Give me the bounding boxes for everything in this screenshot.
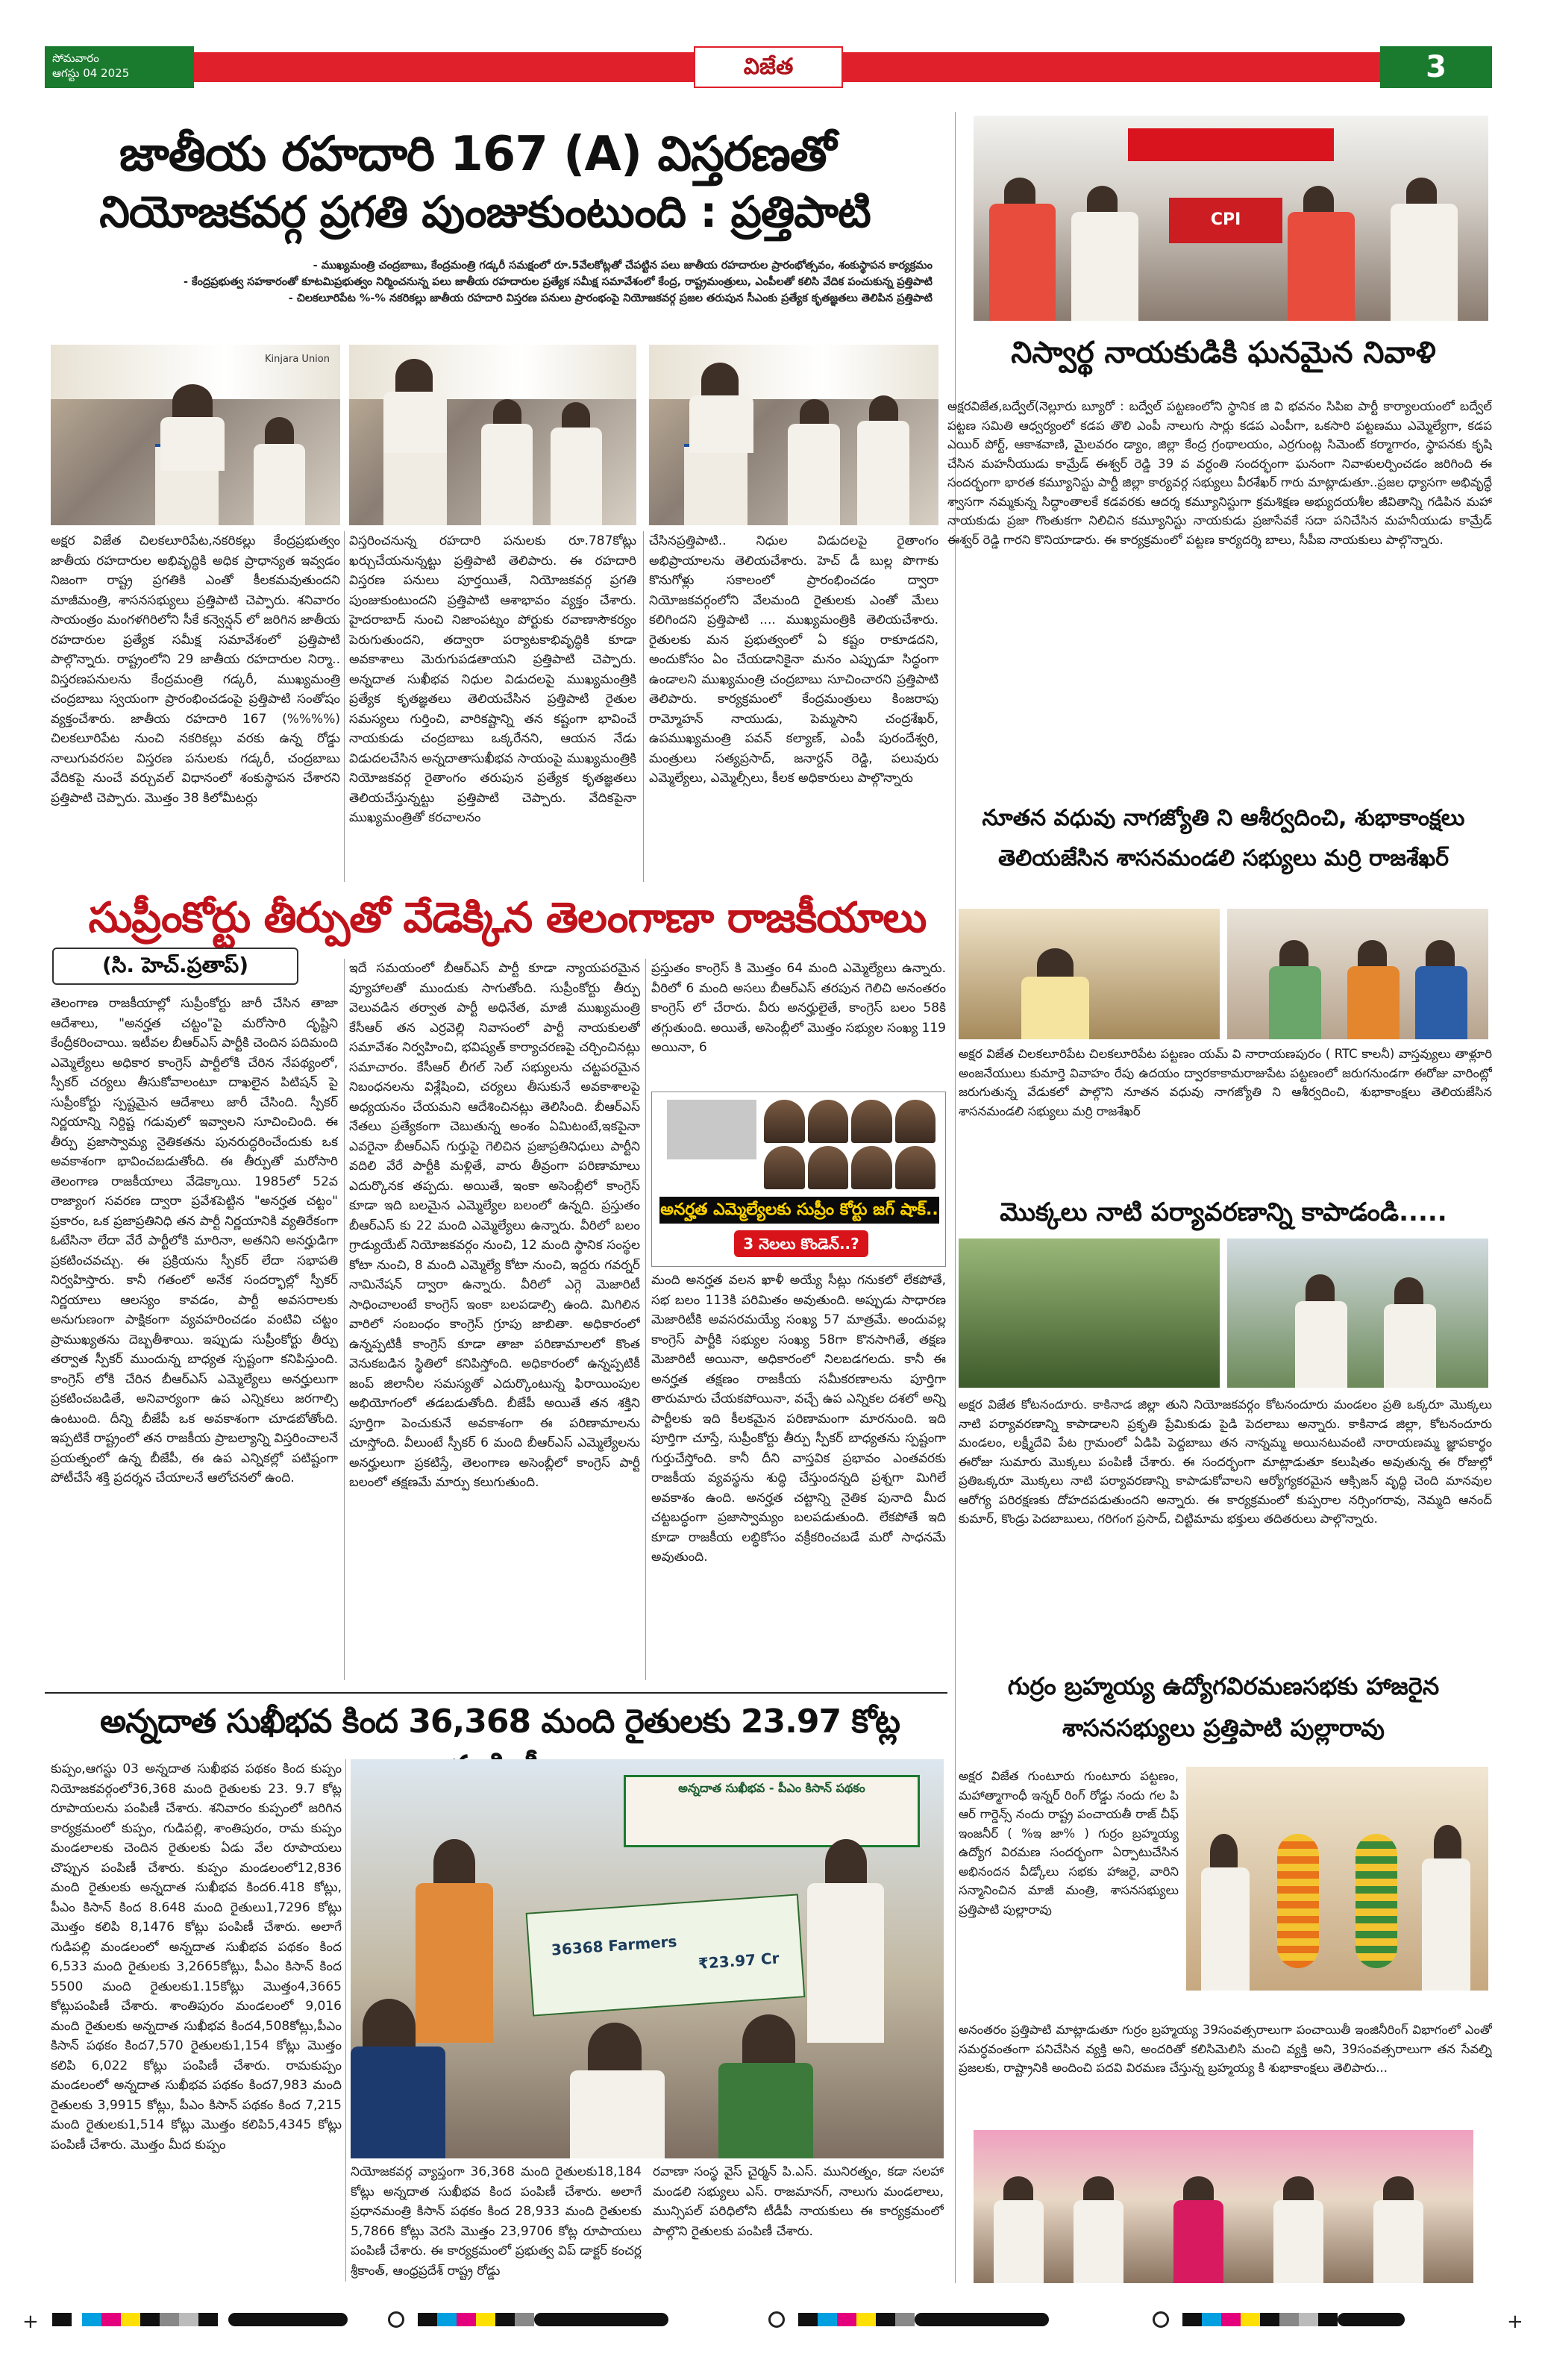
tribute-headline: నిస్వార్థ నాయకుడికి ఘనమైన నివాళి bbox=[1011, 336, 1436, 370]
lead-photo-1 bbox=[51, 345, 340, 525]
date-box bbox=[45, 46, 194, 88]
column-rule bbox=[643, 531, 644, 882]
wedding-headline-line2: తెలియజేసిన శాసనమండలి సభ్యులు మర్రి రాజశేఖర్ bbox=[997, 845, 1449, 871]
cpi-banner: CPI bbox=[1169, 198, 1282, 243]
supreme-column-3a: ప్రస్తుతం కాంగ్రెస్ కి మొత్తం 64 మంది ఎమ్మెల్యేలు ఉన్నారు. వీరిలో 6 మంది అసలు బీఆర్ఎస్ తరపున గెలిచి అనంతరం కాంగ్రెస్ లో చేరారు. వీరు అనర్హులైతే, కాంగ్రెస్ బలం 58కి తగ్గుతుంది. అయితే, అసెంబ్లీలో మొత్తం సభ్యుల సంఖ్య 119 అయినా, 6 bbox=[651, 961, 946, 1055]
plants-headline: మొక్కలు నాటి పర్యావరణాన్ని కాపాడండి..... bbox=[1000, 1197, 1447, 1227]
registration-mark: + bbox=[22, 2311, 39, 2333]
retirement-headline bbox=[955, 1665, 1492, 1749]
column-rule bbox=[345, 1759, 346, 2282]
court-building-image bbox=[667, 1100, 756, 1159]
farmers-column-2: నియోజకవర్గ వ్యాప్తంగా 36,368 మంది రైతులకు18,184 కోట్లు అన్నదాత సుఖీభవ కింద పంపిణీ చేశారు. అలాగే ప్రధానమంత్రి కిసాన్ పథకం కింద 28,933 మంది రైతులకు 5,7866 కోట్లు వెరసి మొత్తం 23,9706 కోట్ల రూపాయలు పంపిణీ చేశారు. ఈ కార్యక్రమంలో ప్రభుత్వ విప్ డాక్టర్ కంచర్ల శ్రీకాంత్, ఆంధ్రప్రదేశ్ రాష్ట్ర రోడ్డు bbox=[351, 2164, 642, 2279]
lead-photo-2 bbox=[349, 345, 636, 525]
newspaper-logo: విజేత bbox=[694, 46, 843, 88]
plants-article: అక్షర విజేత కోటనందూరు. కాకినాడ జిల్లా తుని నియోజకవర్గం కోటనందూరు మండలం ప్రతి ఒక్కరూ మొక్కలు నాటి పర్యావరణాన్ని కాపాడాలని ప్రకృతి ప్రేమికుడు పైడి పెదలాబు అన్నారు. కాకినాడ జిల్లా, కోటనందూరు మండలం, లక్ష్మీదేవి పేట గ్రామంలో ఏడిపి పెద్దబాబు తన నాన్నమ్మ అయినటువంటి నారాయణమ్మ జ్ఞాపకార్థం ఈరోజు సుమారు మొక్కలు పంపిణీ చేశారు. ఈ సందర్భంగా మాట్లాడుతూ కలుషితం అవుతున్న ఈ రోజుల్లో ప్రతిఒక్కరూ మొక్కలు నాటి పర్యావరణాన్ని కాపాడుకోవాలని ఆర్యోగ్యకరమైన ఆక్సిజన్ వృద్ధి చెంది మానవుల ఆరోగ్య పరిరక్షణకు దోహదపడుతుందని అన్నారు. ఈ కార్యక్రమంలో కుప్పరాల నర్సింగరావు, నెమ్మది ఆనంద్ కుమార్, కొండ్రు పెదబాబులు, గరిగంగ ప్రసాద్, చిట్టిమామ భక్తులు తదితరులు పాల్గొన్నారు. bbox=[959, 1397, 1492, 1526]
lead-column-2: విస్తరించనున్న రహదారి పనులకు రూ.787కోట్లు ఖర్చుచేయనున్నట్టు ప్రత్తిపాటి తెలిపారు. ఈ రహదారి విస్తరణ పనులు పూర్తయితే, నియోజకవర్గ ప్రగతి పుంజుకుంటుందని ప్రత్తిపాటి ఆశాభావం వ్యక్తం చేశారు. హైదరాబాద్ నుంచి నిజాంపట్నం పోర్టుకు రవాణాసౌకర్యం పెరుగుతుందని, తద్వారా పర్యాటకాభివృద్ధికి కూడా అవకాశాలు మెరుగుపడతాయని ప్రత్తిపాటి చెప్పారు. అన్నదాత సుఖీభవ నిధుల విడుదలపై ముఖ్యమంత్రికి ప్రత్యేక కృతజ్ఞతలు తెలియచేసిన ప్రత్తిపాటి రైతుల సమస్యలు గుర్తించి, వారికష్టాన్ని తన కష్టంగా భావించే నాయకుడు చంద్రబాబు ఒక్కరేనని, ఆయన నేడు విడుదలచేసిన అన్నదాతాసుఖీభవ సాయంపై ముఖ్యమంత్రికి నియోజకవర్గ రైతాంగం తరుపున ప్రత్యేక కృతజ్ఞతలు తెలియచేస్తున్నట్టు ప్రత్తిపాటి చెప్పారు. వేదికపైనా ముఖ్యమంత్రితో కరచాలనం bbox=[349, 533, 636, 825]
color-bar-center-left bbox=[418, 2313, 668, 2326]
issue-day: సోమవారం bbox=[52, 51, 99, 65]
lead-column-1: అక్షర విజేత చిలకలూరిపేట,నకరికల్లు కేంద్రప్రభుత్వం జాతీయ రహదారుల అభివృద్ధికి అధిక ప్రాధాన్యత ఇవ్వడం నిజంగా రాష్ట్ర ప్రగతికి ఎంతో కీలకమవుతుందని మాజీమంత్రి, శాసనసభ్యులు ప్రత్తిపాటి చెప్పారు. శనివారం సాయంత్రం మంగళగిరిలోని సీకే కన్వెన్షన్ లో జరిగిన జాతీయ రహదారుల ప్రత్యేక సమీక్ష సమావేశంలో ప్రత్తిపాటి పాల్గొన్నారు. రాష్ట్రంలోని 29 జాతీయ రహదారుల నిర్మా.. విస్తరణపనులను కేంద్రమంత్రి గడ్కరీ, ముఖ్యమంత్రి చంద్రబాబు స్వయంగా ప్రారంభించడంపై ప్రత్తిపాటి సంతోషం వ్యక్తంచేశారు. జాతీయ రహదారి 167 (%%%%) చిలకలూరిపేట నుంచి నకరికల్లు వరకు ఉన్న రోడ్డు నాలుగువరసల విస్తరణ పనులకు గడ్కరీ, చంద్రబాబు వేదికపై నుంచే వర్చువల్ విధానంలో శంకుస్థాపన చేశారని ప్రత్తిపాటి చెప్పారు. మొత్తం 38 కిలోమీటర్లు bbox=[51, 533, 340, 806]
farmers-column-1: కుప్పం,ఆగస్టు 03 అన్నదాత సుఖీభవ పథకం కింద కుప్పం నియోజకవర్గంలో36,368 మంది రైతులకు 23. 9.7 కోట్ల రూపాయలను పంపిణీ చేశారు. శనివారం కుప్పంలో జరిగిన కార్యక్రమంలో కుప్పం, గుడిపల్లి, శాంతిపురం, రామ కుప్పం మండలాలకు చెందిన రైతులకు ఏడు వేల రూపాయలు చొప్పున పంపిణీ చేశారు. కుప్పం మండలంలో12,836 మంది రైతులకు అన్నదాత సుఖీభవ కింద6.418 కోట్లు, పీఎం కిసాన్ కింద 8.648 మంది రైతులు1,7296 కోట్లు మొత్తం కలిపి 8,1476 కోట్లు పంపిణీ చేశారు. అలాగే గుడిపల్లి మండలంలో అన్నదాత సుఖీభవ పథకం కింద 6,533 మంది రైతులకు 3,2665కోట్లు, పీఎం కిసాన్ కింద 5500 మంది రైతులకు1.15కోట్లు మొత్తం4,3665 కోట్లుపంపిణీ చేశారు. శాంతిపురం మండలంలో 9,016 మంది రైతులకు అన్నదాత సుఖీభవ కింద4,508కోట్లు,పీఎం కిసాన్ పథకం కింద7,570 రైతులకు1,154 కోట్లు మొత్తం కలిపి 6,022 కోట్లు పంపిణీ చేశారు. రామకుప్పం మండలంలో అన్నదాత సుఖీభవ పథకం కింద7,983 మంది రైతులకు 3,9915 కోట్లు, పీఎం కిసాన్ పథకం కింద 7,215 మంది రైతులకు1,514 కోట్లు మొత్తం కలిపి5,4345 కోట్లు పంపిణీ చేశారు. మొత్తం మీద కుప్పం bbox=[51, 1761, 342, 2152]
color-bar-left bbox=[52, 2313, 348, 2326]
event-banner: అన్నదాత సుఖీభవ - పీఎం కిసాన్ పథకం bbox=[624, 1775, 921, 1847]
lead-column-3: చేసినప్రత్తిపాటి.. నిధుల విడుదలపై రైతాంగం అభిప్రాయాలను తెలియచేశారు. హెచ్ డీ బుల్ల పొగాకు కొనుగోళ్లు సకాలంలో ప్రారంభించడం ద్వారా నియోజకవర్గంలోని వేలమంది రైతులకు ఎంతో మేలు కలిగిందని ప్రత్తిపాటి .... ముఖ్యమంత్రికి తెలియచేశారు. రైతులకు మన ప్రభుత్వంలో ఏ కష్టం రాకూడదని, అందుకోసం ఏం చేయడానికైనా మనం ఎప్పుడూ సిద్ధంగా ఉండాలని ముఖ్యమంత్రి చంద్రబాబు సూచించారని ప్రత్తిపాటి తెలిపారు. కార్యక్రమంలో కేంద్రమంత్రులు కింజరాపు రామ్మోహన్ నాయుడు, పెమ్మసాని చంద్రశేఖర్, ఉపముఖ్యమంత్రి పవన్ కల్యాణ్, ఎంపీ పురందేశ్వరి, మంత్రులు సత్యప్రసాద్, జనార్దన్ రెడ్డి, పలువురు ఎమ్మెల్యేలు, ఎమ్మెల్సీలు, కీలక అధికారులు పాల్గొన్నారు bbox=[649, 533, 938, 786]
retirement-photo-2 bbox=[974, 2130, 1473, 2283]
registration-ring bbox=[768, 2311, 785, 2328]
supreme-column-2: ఇదే సమయంలో బీఆర్ఎస్ పార్టీ కూడా న్యాయపరమైన వ్యూహాలతో ముందుకు సాగుతోంది. సుప్రీంకోర్టు తీర్పు వెలువడిన తర్వాత పార్టీ అధినేత, మాజీ ముఖ్యమంత్రి కేసీఆర్ తన ఎర్రవెల్లి నివాసంలో పార్టీ నాయకులతో సమావేశం నిర్వహించి, భవిష్యత్ కార్యాచరణపై చర్చించినట్లు సమాచారం. కేసీఆర్ లీగల్ సెల్ సభ్యులను చట్టపరమైన నిబంధనలను విశ్లేషించి, చర్యలు తీసుకునే అవకాశాలపై అధ్యయనం చేయమని ఆదేశించినట్లు తెలిసింది. బీఆర్ఎస్ నేతలు ప్రత్యేకంగా చెబుతున్న అంశం ఏమిటంటే,ఇకపైనా ఎవరైనా బీఆర్ఎస్ గుర్తుపై గెలిచిన ప్రజాప్రతినిధులు పార్టీని వదిలి వేరే పార్టీకి మళ్లితే, వారు తీవ్రంగా పరిణామాలు ఎదుర్కొనక తప్పదు. అయితే, ఇంకా అసెంబ్లీలో కాంగ్రెస్ కూడా ఇది బలమైన ఎమ్మెల్యేల బలంలో ఉన్నది. ప్రస్తుతం బీఆర్ఎస్ కు 22 మంది ఎమ్మెల్యేలు ఉన్నారు. వీరిలో బలం గ్రాడ్యుయేట్ నియోజకవర్గం నుంచి, 12 మంది స్థానిక సంస్థల కోటా నుంచి, 8 మంది ఎమ్మెల్యే కోటా నుంచి, ఇద్దరు గవర్నర్ నామినేషన్ ద్వారా ఉన్నారు. వీరిలో ఎగ్గె మెజారిటీ సాధించాలంటే కాంగ్రెస్ ఇంకా బలపడాల్సి ఉంది. మిగిలిన వారిలో సంబంధం కాంగ్రెస్ గ్రూపు జాబితా. అధికారంలో ఉన్నప్పటికీ కాంగ్రెస్ కూడా తాజా పరిణామాలలో కొంత వెనుకబడిన స్థితిలో కనిపిస్తోంది. అధికారంలో ఉన్నప్పటికీ జంప్ జిలానీల సమస్యతో ఎదుర్కొంటున్న ఫిరాయింపుల అభియోగంలో తడబడుతోంది. బీజేపీ అయితే తన శక్తిని పూర్తిగా పెంచుకునే అవకాశంగా ఈ పరిణామాలను చూస్తోంది. వీలుంటే స్పీకర్ 6 మంది బీఆర్ఎస్ ఎమ్మెల్యేలను అనర్హులుగా ప్రకటిస్తే, తెలంగాణ అసెంబ్లీలో కాంగ్రెస్ పార్టీ బలంలో తక్షణమే మార్పు కలుగుతుంది. bbox=[349, 961, 640, 1490]
photo-caption: Kinjara Union bbox=[265, 354, 330, 365]
masthead bbox=[45, 46, 1492, 88]
plants-photo-2 bbox=[1227, 1238, 1488, 1388]
retirement-headline-line1: గుర్రం బ్రహ్మయ్య ఉద్యోగవిరమణసభకు హాజరైన bbox=[1007, 1672, 1440, 1700]
cheque-text: 36368 Farmers bbox=[550, 1932, 677, 1959]
plants-photo-1 bbox=[959, 1238, 1220, 1388]
lead-bullets bbox=[60, 257, 933, 307]
supreme-column-1: తెలంగాణ రాజకీయాల్లో సుప్రీంకోర్టు జారీ చేసిన తాజా ఆదేశాలు, "అనర్హత చట్టం"పై మరోసారి దృష్టిని కేంద్రీకరించాయి. ఇటీవల బీఆర్ఎస్ పార్టీకి చెందిన పదిమంది ఎమ్మెల్యేలు అధికార కాంగ్రెస్ పార్టీలోకి చేరిన నేపథ్యంలో, స్పీకర్ చర్యలు తీసుకోవాలంటూ దాఖలైన పిటిషన్ పై సుప్రీంకోర్టు స్పష్టమైన ఆదేశాలు జారీ చేసింది. స్పీకర్ నిర్ణయాన్ని నిర్దిష్ట గడువులో ఇవ్వాలని సూచించింది. ఈ తీర్పు ప్రజాస్వామ్య నైతికతను పునరుద్ధరించేందుకు ఒక అవకాశంగా భావించబడుతోంది. ఈ తీర్పుతో మరోసారి తెలంగాణ రాజకీయాలు వేడెక్కాయి. 1985లో 52వ రాజ్యాంగ సవరణ ద్వారా ప్రవేశపెట్టిన "అనర్హత చట్టం" ప్రకారం, ఒక ప్రజాప్రతినిధి తన పార్టీ నిర్ణయానికి వ్యతిరేకంగా ఓటేసినా లేదా వేరే పార్టీలోకి మారినా, అతనిని అనర్హుడిగా ప్రకటించవచ్చు. ఈ ప్రక్రియను స్పీకర్ లేదా సభాపతి నిర్వహిస్తారు. కానీ గతంలో అనేక సందర్భాల్లో స్పీకర్ నిర్ణయాలు ఆలస్యం కావడం, పార్టీ అవసరాలకు అనుగుణంగా పాక్షికంగా వ్యవహరించడం వంటివి చట్టం ప్రాముఖ్యతను దెబ్బతీశాయి. ఇప్పుడు సుప్రీంకోర్టు తీర్పు తర్వాత స్పీకర్ ముందున్న బాధ్యత స్పష్టంగా కనిపిస్తుంది. కాంగ్రెస్ లోకి చేరిన బీఆర్ఎస్ ఎమ్మెల్యేలు అనర్హులుగా ప్రకటించబడితే, అనివార్యంగా ఉప ఎన్నికలు జరగాల్సి ఉంటుంది. దీన్ని బీజేపీ ఒక అవకాశంగా చూడబోతోంది. ఇప్పటికే రాష్ట్రంలో తన రాజకీయ ప్రాబల్యాన్ని విస్తరించాలనే ప్రయత్నంలో ఉన్న బీజేపీ, ఈ ఉప ఎన్నికల్లో పటిష్టంగా పోటీచేసే శక్తి ప్రదర్శన చేయాలనే ఆలోచనలో ఉంది. bbox=[51, 996, 338, 1485]
wedding-headline bbox=[962, 798, 1485, 879]
supreme-court-graphic bbox=[651, 1092, 946, 1267]
page-number: 3 bbox=[1380, 46, 1492, 88]
lead-headline-line2: నియోజకవర్గ ప్రగతి పుంజుకుంటుంది : ప్రత్తిపాటి bbox=[99, 187, 871, 237]
registration-mark: + bbox=[1507, 2311, 1523, 2333]
supreme-column-3b: మంది అనర్హత వలన ఖాళీ అయ్యే సీట్లు గనుకలో లేకపోతే, సభ బలం 113కి పరిమితం అవుతుంది. అప్పుడు సాధారణ మెజారిటీకి అవసరమయ్యే సంఖ్య 57 మాత్రమే. అందువల్ల కాంగ్రెస్ పార్టీకి సభ్యుల సంఖ్య 58గా కొనసాగితే, తక్షణ మెజారిటీ అయినా, అధికారంలో నిలబడగలదు. కానీ ఈ అనర్హత తక్షణం రాజకీయ సమీకరణాలను పూర్తిగా తారుమారు చేయకపోయినా, వచ్చే ఉప ఎన్నికల దశలో అన్ని పార్టీలకు ఇది కీలకమైన పరిణామంగా మారనుంది. ఇది పూర్తిగా చూస్తే, సుప్రీంకోర్టు తీర్పు స్పీకర్ బాధ్యతను స్పష్టంగా గుర్తుచేస్తోంది. కానీ దీని వాస్తవిక ప్రభావం ఎంతవరకు రాజకీయ వ్యవస్థను శుద్ధి చేస్తుందన్నది ప్రశ్నగా మిగిలే అవకాశం ఉంది. అనర్హత చట్టాన్ని నైతిక పునాది మీద చట్టబద్ధంగా ప్రజాస్వామ్యం బలపడుతుంది. లేకపోతే ఇది కూడా రాజకీయ లబ్ధికోసం వక్రీకరించబడే మరో సాధనమే అవుతుంది. bbox=[651, 1273, 946, 1565]
registration-ring bbox=[388, 2311, 404, 2328]
wedding-article: అక్షర విజేత చిలకలూరిపేట చిలకలూరిపేట పట్టణం యమ్ వి నారాయణపురం ( RTC కాలనీ) వాస్తవ్యులు తాళ్లూరి అంజనేయులు కుమార్తె వివాహం రేపు ఉదయం ద్వారకాకామరాజుపేట పట్టణంలో జరుగనుండగా ఈరోజు వారింట్లో జరుగుతున్న వేడుకలో పాల్గొని నూతన వధువు నాగజ్యోతి ని ఆశీర్వదించి, శుభాకాంక్షలు తెలియజేసిన శాసనమండలి సభ్యులు మర్రి రాజశేఖర్ bbox=[959, 1047, 1492, 1118]
byline: (సి. హెచ్.ప్రతాప్) bbox=[52, 948, 298, 985]
color-bar-right bbox=[1182, 2313, 1405, 2326]
farmers-column-3: రవాణా సంస్థ వైస్ చైర్మన్ పి.ఎస్. మునిరత్నం, కడా సలహా మండలి సభ్యులు ఎస్. రాజమానగ్, నాలుగు మండలాలు, మున్సిపల్ పరిధిలోని టీడీపీ నాయకులు ఈ కార్యక్రమంలో పాల్గొని రైతులకు పంపిణీ చేశారు. bbox=[653, 2164, 944, 2239]
wedding-photo-2 bbox=[1227, 909, 1488, 1039]
retirement-article-b: అనంతరం ప్రత్తిపాటి మాట్లాడుతూ గుర్రం బ్రహ్మయ్య 39సంవత్సరాలుగా పంచాయితీ ఇంజినీరింగ్ విభాగంలో ఎంతో సమర్ధవంతంగా పనిచేసిన వ్యక్తి అని, అందరితో కలిసిమెలిసి మంచి వ్యక్తి అని, 39సంవత్సరాలుగా తన సేవల్ని ప్రజలకు, రాష్ట్రానికి అందించి పదవి విరమణ చేస్తున్న బ్రహ్మయ్య కి శుభాకాంక్షలు తెలిపారు... bbox=[959, 2023, 1492, 2075]
farmers-headline: అన్నదాత సుఖీభవ కింద 36,368 మంది రైతులకు 23.97 కోట్ల bbox=[99, 1703, 900, 1741]
section-divider bbox=[45, 1692, 947, 1694]
wedding-headline-line1: నూతన వధువు నాగజ్యోతి ని ఆశీర్వదించి, శుభాకాంక్షలు bbox=[982, 805, 1465, 831]
tribute-article: అక్షరవిజేత,బద్వేల్(నెల్లూరు బ్యూరో : బద్వేల్ పట్టణంలోని స్థానిక జి వి భవనం సిపిఐ పార్టీ కార్యాలయంలో బద్వేల్ పట్టణ సమితి ఆధ్వర్యంలో కడప తొలి ఎంపీ నాలుగు సార్లు కడప ఎంపీగా, ఒకసారి పట్టణము ఎమ్మెల్యేగా, కడప ఎయిర్ పోర్ట్, ఆకాశవాణి, మైలవరం డ్యాం, జిల్లా కేంద్ర గ్రంథాలయం, ఎర్రగుంట్ల సిమెంట్ కర్మాగారం, స్థాపనకు కృషి చేసిన మహనీయుడు కామ్రేడ్ ఈశ్వర్ రెడ్డి 39 వ వర్ధంతి సందర్భంగా ఘనంగా నివాళులర్పించడం జరిగింది ఈ సందర్భంగా భారత కమ్యూనిస్టు పార్టీ జిల్లా కార్యవర్గ సభ్యులు వీరశేఖర్ గారు మాట్లాడుతూ..ప్రజల ధ్యాసగా అభివృద్ధే శ్వాసగా నమ్మకున్న సిద్ధాంతాలకే కడవరకు ఆదర్శ కమ్యూనిస్టుగా క్రమశిక్షణ అభ్యుదయశీల జీవితాన్ని గడిపిన మహా నాయకుడు ప్రజా గొంతుకగా నిలిచిన కమ్యూనిస్టు నాయకుడు ప్రజాసేవకే సదా పనిచేసిన మహనీయుడు కామ్రేడ్ ఈశ్వర్ రెడ్డి గారని కొనియాడారు. ఈ కార్యక్రమంలో పట్టణ కార్యదర్శి బాలు, సీపీఐ నాయకులు పాల్గొన్నారు. bbox=[947, 399, 1492, 547]
cheque-board bbox=[525, 1894, 804, 2016]
lead-headline-line1: జాతీయ రహదారి 167 (A) విస్తరణతో bbox=[119, 127, 836, 182]
column-rule bbox=[344, 531, 345, 882]
column-rule bbox=[344, 959, 345, 1680]
color-bar-center-right bbox=[798, 2313, 1049, 2326]
mla-portraits bbox=[764, 1100, 935, 1189]
wedding-photo-1 bbox=[959, 909, 1220, 1039]
retirement-headline-line2: శాసనసభ్యులు ప్రత్తిపాటి పుల్లారావు bbox=[1062, 1714, 1385, 1742]
supreme-court-headline: సుప్రీంకోర్టు తీర్పుతో వేడెక్కిన తెలంగాణా రాజకీయాలు bbox=[88, 894, 927, 942]
cheque-amount: ₹23.97 Cr bbox=[697, 1949, 780, 1973]
graphic-strip: అనర్హత ఎమ్మెల్యేలకు సుప్రీం కోర్టు జగ్ షాక్.. bbox=[659, 1197, 939, 1224]
lead-bullet: - కేంద్రప్రభుత్వ సహకారంతో కూటమిప్రభుత్వం నిర్మించనున్న పలు జాతీయ రహదారుల ప్రత్యేక సమీక్ష సమావేశంలో కేంద్ర, రాష్ట్రమంత్రులు, ఎంపీలతో కలిసి వేదిక పంచుకున్న ప్రత్తిపాటి bbox=[183, 276, 933, 288]
registration-ring bbox=[1153, 2311, 1169, 2328]
graphic-tag: 3 నెలలు కొండెన్..? bbox=[734, 1230, 868, 1257]
farmers-photo bbox=[351, 1759, 944, 2158]
cpi-photo bbox=[974, 116, 1488, 321]
issue-date: ఆగస్టు 04 2025 bbox=[52, 66, 130, 80]
column-rule bbox=[645, 959, 646, 1680]
retirement-article-a: అక్షర విజేత గుంటూరు గుంటూరు పట్టణం, మహాత్మాగాంధీ ఇన్నర్ రింగ్ రోడ్డు నందు గల పి ఆర్ గార్డెన్స్ నందు రాష్ట్ర పంచాయతీ రాజ్ చీఫ్ ఇంజనీర్ ( %ఇ జా% ) గుర్రం బ్రహ్మయ్య ఉద్యోగ విరమణ సందర్భంగా ఏర్పాటుచేసిన అభినందన వీడ్కోలు సభకు హాజరై, వారిని సన్మానించిన మాజీ మంత్రి, శాసనసభ్యులు ప్రత్తిపాటి పుల్లారావు bbox=[959, 1769, 1179, 1917]
lead-bullet: - ముఖ్యమంత్రి చంద్రబాబు, కేంద్రమంత్రి గడ్కరీ సమక్షంలో రూ.5వేలకోట్లతో చేపట్టిన పలు జాతీయ రహదారుల ప్రారంభోత్సవం, శంకుస్థాపన కార్యక్రమం bbox=[313, 260, 933, 272]
retirement-photo-1 bbox=[1186, 1767, 1488, 1991]
lead-photo-3 bbox=[649, 345, 938, 525]
lead-bullet: - చిలకలూరిపేట %-% నకరికల్లు జాతీయ రహదారి విస్తరణ పనులు ప్రారంభంపై నియోజకవర్గ ప్రజల తరుపున సీఎంకు ప్రత్యేక కృతజ్ఞతలు తెలిపిన ప్రత్తిపాటి bbox=[288, 292, 933, 304]
